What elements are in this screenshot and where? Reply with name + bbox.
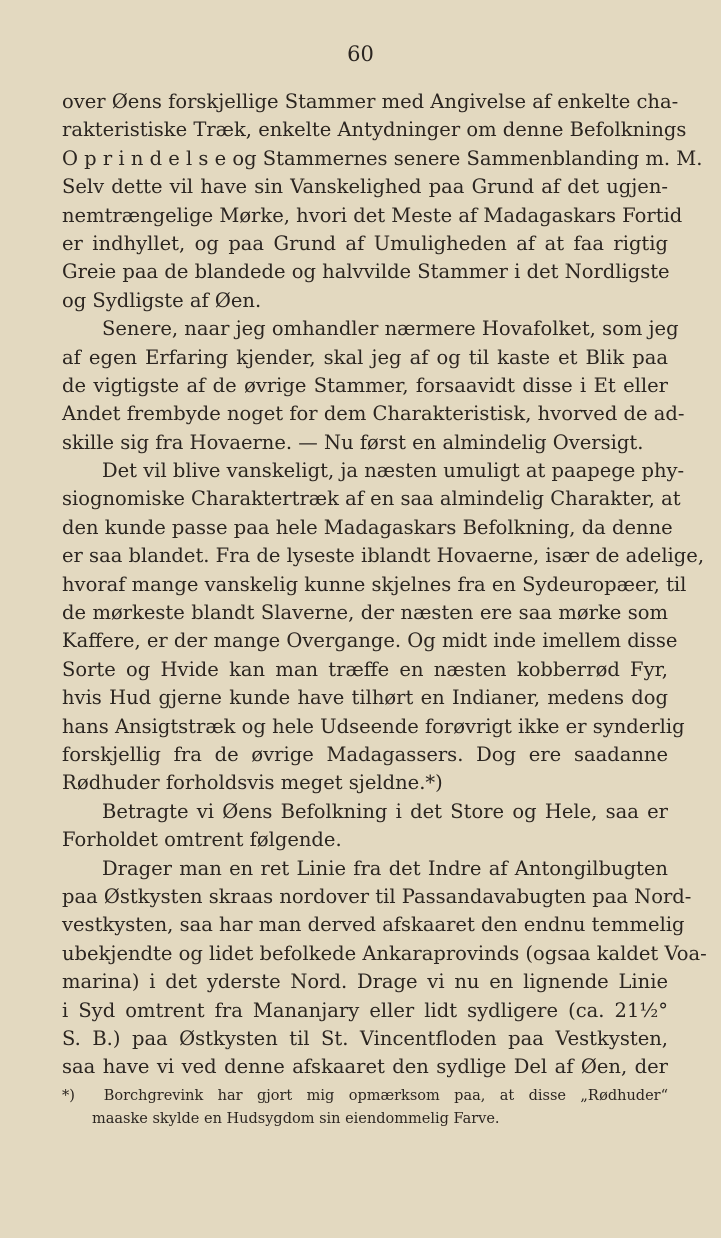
text-line: hans Ansigtstræk og hele Udseende forøvrigt ikke er synderlig <box>62 714 685 738</box>
footnote-line <box>62 1085 668 1108</box>
text-line: er saa blandet. Fra de lyseste iblandt Hovaerne, især de adelige, <box>62 544 705 568</box>
text-line: skille sig fra Hovaerne. — Nu først en almindelig Oversigt. <box>62 430 644 454</box>
footnote-line: maaske skylde en Hudsygdom sin eiendommelig Farve. <box>92 1111 500 1127</box>
text-line: den kunde passe paa hele Madagaskars Befolkning, da denne <box>62 515 673 539</box>
text-line: S. B.) paa Østkysten til St. Vincentfloden paa Vestkysten, <box>62 1026 668 1050</box>
text-line: og Sydligste af Øen. <box>62 288 262 312</box>
text-line: over Øens forskjellige Stammer med Angivelse af enkelte cha- <box>62 90 679 113</box>
text-line: Sorte og Hvide kan man træffe en næsten kobberrød Fyr, <box>62 657 668 681</box>
text-line: de mørkeste blandt Slaverne, der næsten ere saa mørke som <box>62 601 668 625</box>
text-line: de vigtigste af de øvrige Stammer, forsaavidt disse i Et eller <box>62 373 668 397</box>
text-line: marina) i det yderste Nord. Drage vi nu en lignende Linie <box>62 970 668 994</box>
footnote-marker: *) <box>62 1088 75 1104</box>
body-text <box>62 88 707 1082</box>
text-line: saa have vi ved denne afskaaret den sydlige Del af Øen, der <box>62 1055 668 1079</box>
text-line: Kaffere, er der mange Overgange. Og midt inde imellem disse <box>62 629 678 653</box>
text-line: er indhyllet, og paa Grund af Umuligheden af at faa rigtig <box>62 231 668 255</box>
footnote <box>62 1085 668 1131</box>
text-line: forskjellig fra de øvrige Madagassers. Dog ere saadanne <box>62 742 668 766</box>
footnote-text: Borchgrevink har gjort mig opmærksom paa, at disse „Rødhuder“ <box>103 1088 669 1104</box>
text-line: rakteristiske Træk, enkelte Antydninger om denne Befolknings <box>62 118 687 142</box>
text-line: Greie paa de blandede og halvvilde Stammer i det Nordligste <box>62 260 670 284</box>
text-line: Forholdet omtrent følgende. <box>62 828 342 852</box>
text-line: Rødhuder forholdsvis meget sjeldne.*) <box>62 771 443 795</box>
text-line: hvoraf mange vanskelig kunne skjelnes fra en Sydeuropæer, til <box>62 572 687 596</box>
text-line: ubekjendte og lidet befolkede Ankaraprovinds (ogsaa kaldet Voa- <box>62 941 707 965</box>
text-line: af egen Erfaring kjender, skal jeg af og til kaste et Blik paa <box>62 345 668 369</box>
text-line: hvis Hud gjerne kunde have tilhørt en Indianer, medens dog <box>62 686 668 710</box>
text-line: O p r i n d e l s e og Stammernes senere Sammenblanding m. M. <box>62 146 703 170</box>
text-line: paa Østkysten skraas nordover til Passandavabugten paa Nord- <box>62 884 692 908</box>
text-line: vestkysten, saa har man derved afskaaret den endnu temmelig <box>62 913 685 937</box>
text-line: Betragte vi Øens Befolkning i det Store og Hele, saa er <box>102 799 668 823</box>
page-number: 60 <box>347 42 374 66</box>
text-line: Andet frembyde noget for dem Charakteristisk, hvorved de ad- <box>62 402 685 426</box>
text-line: i Syd omtrent fra Mananjary eller lidt sydligere (ca. 21½° <box>62 998 668 1022</box>
text-line: siognomiske Charaktertræk af en saa almindelig Charakter, at <box>62 487 681 511</box>
text-line: Selv dette vil have sin Vanskelighed paa Grund af det ugjen- <box>62 175 668 199</box>
text-line: Drager man en ret Linie fra det Indre af Antongilbugten <box>102 856 668 880</box>
text-line: nemtrængelige Mørke, hvori det Meste af Madagaskars Fortid <box>62 203 683 227</box>
text-line: Senere, naar jeg omhandler nærmere Hovafolket, som jeg <box>102 317 679 341</box>
text-line: Det vil blive vanskeligt, ja næsten umuligt at paapege phy- <box>102 459 685 483</box>
